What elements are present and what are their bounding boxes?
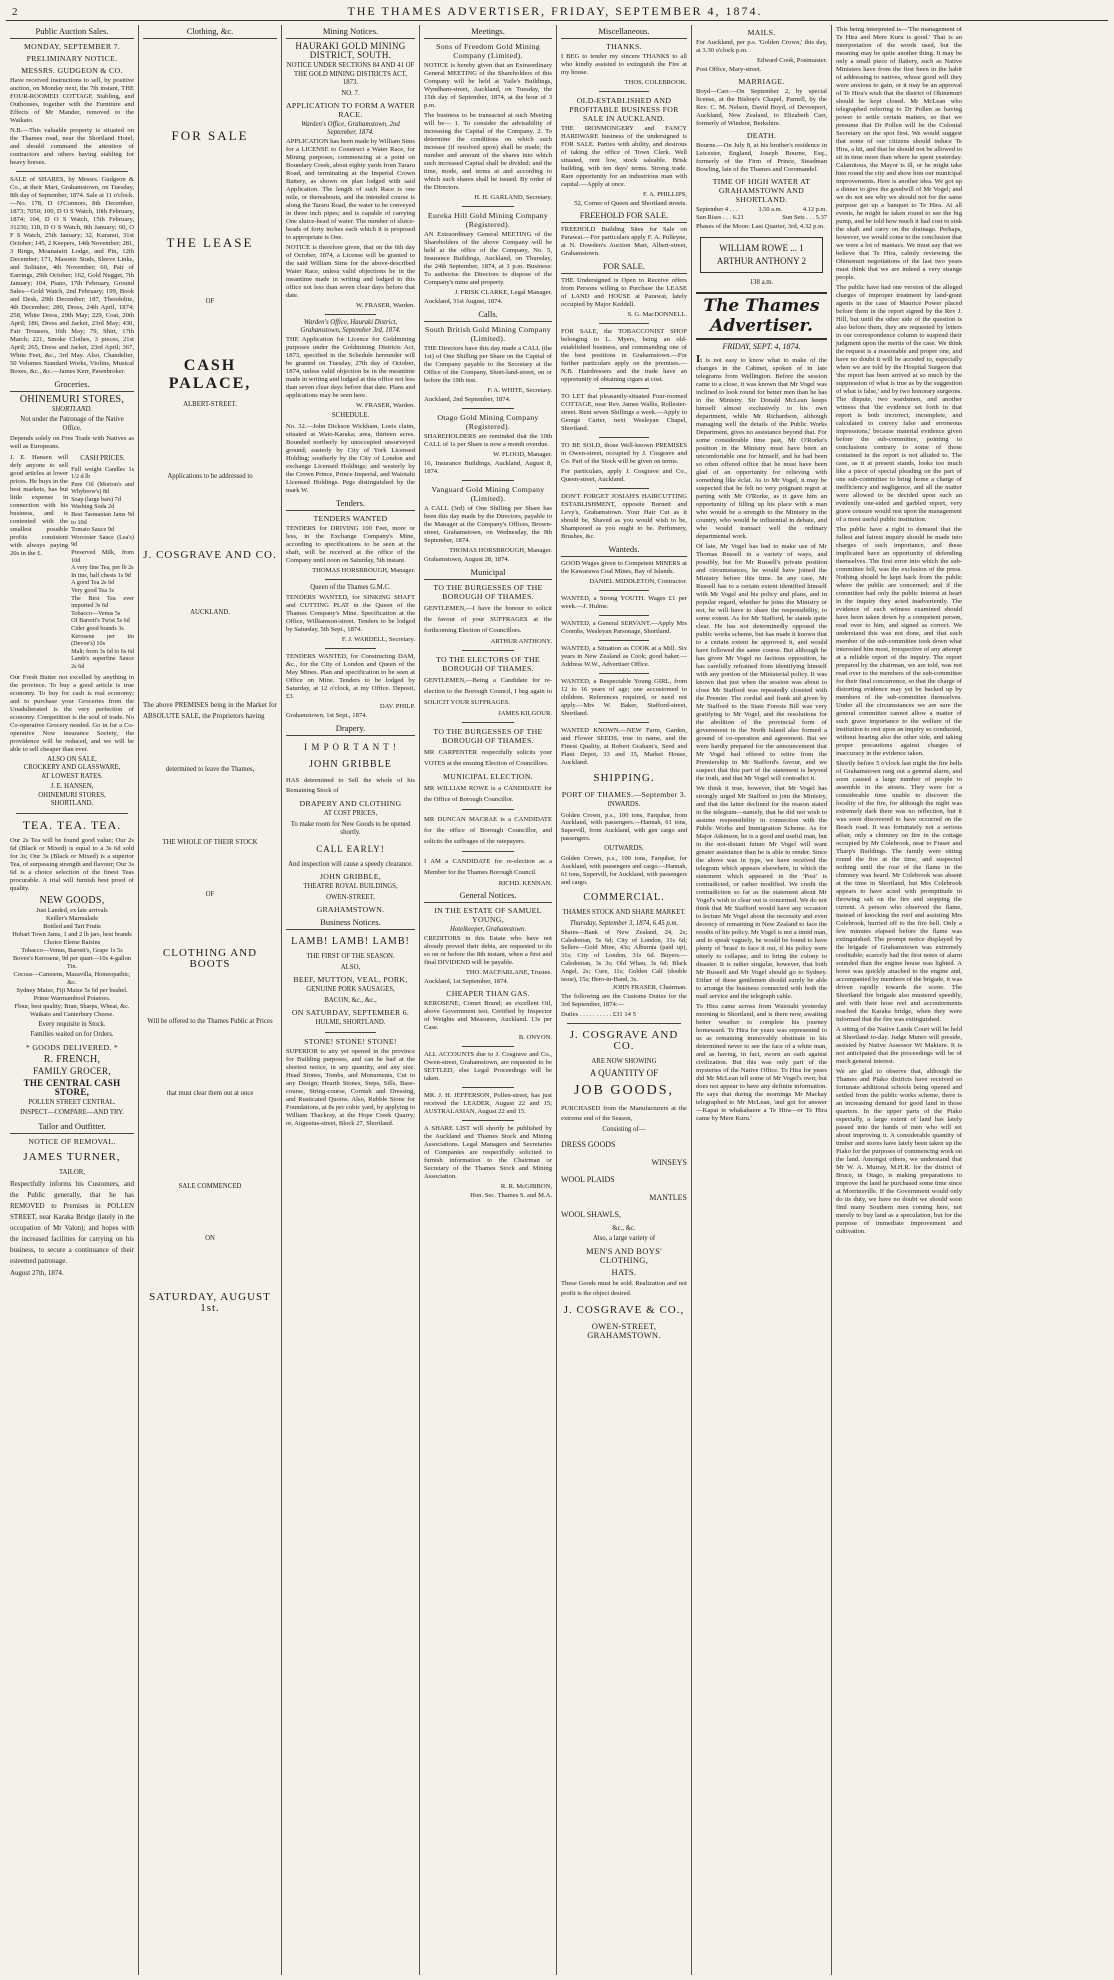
divider (462, 408, 513, 409)
divider (462, 809, 513, 810)
macrae-text: MR DUNCAN MACRAE is a CANDIDATE for the office of Borough Councillor, and solicits the suffrages of the ratepayers. (424, 816, 552, 845)
stone-text: SUPERIOR to any yet opened in the province for Building purposes, and can be had at the shortest notice, in any quantity, and any size. Head Stones, Tombs, and Monuments, Cut to any Design; Hearth Stones, Steps, Sills, Base-course, String-course, Cornish and Dressing, and Rusticated Quoins. Also, Rubble Stone for Foundations, at 8s per cubic yard, by applying to William Thackray, at the Hope Creek Quarry; or, Augustus-street, Block 27, Shortland. (286, 1047, 415, 1127)
sons-text: NOTICE is hereby given that an Extraordinary General MEETING of the Shareholders of this Company will be held at Vaile's Buildings, Wyndham-street, Auckland, on Tuesday, the 15th day of September, 1874, at the hour of 3 p.m. (424, 62, 552, 109)
business-sale-heading: OLD-ESTABLISHED AND PROFITABLE BUSINESS FOR SALE IN AUCKLAND. (569, 96, 679, 123)
section-heading: Municipal (424, 566, 552, 580)
on-word: ON (205, 1235, 215, 1242)
sons-text-2: The business to be transacted at such Meeting will be— 1. To consider the advisability of increasing the Capital of the Company. 2. To determine the conditions on which such increase (if resolved upon) shall be made; the number and amount of the shares into which such increased Capital shall be divided; and the time, mode, and terms at and according to which such shares shall be issued. By order of the Directors. (424, 112, 552, 191)
column-7 (832, 25, 966, 1975)
tea-heading: TEA. TEA. TEA. (22, 817, 122, 832)
hansen-text: J. E. Hansen will defy anyone to sell good articles at lower prices. He buys in the best markets, has but little expense in connection with his business, and is contented with the smallest possible profits consistent with always paying 20s in the £. (10, 454, 69, 557)
mcgibbon-title: Hon. Sec. Thames S. and M.A. (470, 1192, 552, 1199)
divider (325, 1032, 377, 1033)
wanted-cook: WANTED, a Situation as COOK at a Mill. Six years in New Zealand as Cook; good baker.—Address W.W., Advertiser Office. (561, 645, 687, 668)
grahamstown: GRAHAMSTOWN. (316, 905, 385, 914)
for-sale: FOR SALE (171, 128, 249, 143)
divider (462, 480, 513, 481)
divider (16, 171, 128, 172)
commercial-heading: COMMERCIAL. (583, 892, 665, 904)
sun-sets: Sun Sets . . . 5.37 (782, 214, 827, 221)
editorial-paragraph: Of late, Mr Vogel has had to make use of Mr Thomas Russell in a variety of ways, and possibly, but for Mr Russell's private position and circumstances, he would have joined the Ministry before this time. In any case, Mr Russell has to a certain extent identified himself with Mr Vogel and his policy and plans, and in popular regard, whether he joins the Ministry or not, he will have to share the responsibility, to some extent. As for Mr Stafford, he stands quite clear. He has not determinedly opposed the public works scheme, but has made it known that to a certain extent he approved it, and would have followed the same course. But although he has given Mr Vogel no factious opposition, he has carefully refrained from identifying himself with any portion of the Ministerial policy. It was known that just when the session was about to close Mr Stafford was repeatedly closeted with the Premier. The cordial and frank aid given by Mr Stafford to the State Forests Bill was very gratifying to Mr Vogel, and the resolutions for the abolition of the provincial form of government in the North Island also formed a ground of co-operation and agreement. But we were hardly prepared for the announcement that Mr Vogel had offered to retire from the Premiership in Mr Stafford's favour, and we suspect that this part of the statement is beyond the truth, and that Mr Vogel will contradict it. (696, 542, 827, 782)
post-office: Post Office, Mary-street. (696, 66, 762, 73)
section-heading: Tailor and Outfitter. (10, 1120, 134, 1134)
mcgibbon-signature: R. R. McGIBBON, (500, 1183, 552, 1190)
also-word: ALSO, (340, 963, 361, 971)
divider (462, 1046, 513, 1047)
families-waited: Families waited on for Orders. (30, 1031, 114, 1039)
of-word: OF (205, 298, 215, 305)
theatre-royal: THEATRE ROYAL BUILDINGS, (303, 883, 398, 890)
stores-text: Depends solely on Free Trade with Natives as well as Europeans. (10, 435, 134, 450)
editorial-paragraph: The public have had one version of the alleged charges of improper treatment by land-grant agents in the case of Maurice Power placed before them in the report signed by the Rev J. Hill, but until the other side of the question is also before them, they are requested by letters in our correspondence column to suspend their judgment upon the merits of the case. We think the request is a reasonable and proper one, and have no doubt it will be acceded to, especially when we are told by the Hospital Surgeon that 'the report has been arrived at so much by the suppression of what is true as by the suggestion of what is false,' and by two honorary surgeons. The dispute, two wardsmen, and another witness that 'the evidence set forth in that report is both incorrect, incomplete, and calculated to convey false and erroneous impressions,' because material evidence given before the sub-committee, pointing to conclusions contrary to some of those contained in the report is not alluded to. The case, as it at present stands, looks too much like a piece of special pleading on the part of one sub-committee to bring home a charge of inefficiency and negligence, and all the matter were allowed to be decided upon such an evidently one-sided and garbled report, very grave censure would rest upon the management of a most useful public institution. (836, 284, 962, 523)
wardell-signature: F. J. WARDELL, Secretary. (341, 636, 415, 643)
white-signature: F. A. WHITE, Secretary. (487, 387, 552, 394)
clarke-signature: J. FRISK CLARKE, Legal Manager. (454, 289, 552, 296)
column-2 (139, 25, 282, 1975)
drapery-clothing: DRAPERY AND CLOTHING (299, 799, 402, 808)
otago-text: SHAREHOLDERS are reminded that the 10th CALL of 1s per Share is now a month overdue. (424, 433, 552, 448)
cheaper-gas: CHEAPER THAN GAS. (446, 989, 530, 998)
kennan-text: I AM a CANDIDATE for re-election as a Member for the Thames Borough Council. (424, 858, 552, 876)
editorial-paragraph: The public have a right to demand that the fullest and fairest inquiry should be made into charges of such importance, and these implicated have an opportunity of defending themselves. The first error into which the sub-committee fell, was the exclusion of the press. Nothing should be kept back from the public where the public are concerned; and if the committee had only the public interest at heart in the inquiry they acted inadvertently. The evidence of each witness examined should have been taken down by a competent person, read over to him, and signed as correct. We understand this was not done, and that each member of the sub-committee took down what interested him most, irrespective of any attempt at a reliable report of the inquiry. The report prepared by the chairman, we are told, was not read over to the members of the sub-committee for their final concurrence, so that the charge of distorting evidence may yet be backed up by members of the sub-committee themselves. Under all the circumstances we are sure the general committee cannot allow a matter of such grave importance to the welfare of the institution to rest upon an inquiry so conducted, without hearing also the other side, and taking proper precautions against charges of inaccuracy in the evidence taken. (836, 526, 962, 757)
burgesses-heading: TO THE BURGESSES OF THE BOROUGH OF THAMES. (433, 583, 543, 601)
price-list (71, 453, 134, 673)
winseys: WINSEYS (651, 1157, 687, 1167)
macfarlane-signature: THO. MACFARLANE, Trustee. (465, 969, 552, 976)
auction-date: MONDAY, SEPTEMBER 7. (23, 42, 121, 51)
stores-name: OHINEMURI STORES, (19, 394, 125, 405)
offered-text: Will be offered to the Thames Public at Prices (147, 1017, 273, 1025)
column-5 (557, 25, 692, 1975)
preliminary-notice: PRELIMINARY NOTICE. (26, 54, 118, 63)
british-text: THE Directors have this day made a CALL (the 1st) of One Shilling per Share on the Capital of the Company payable to the Secretary at the Office of the Company, Short-land-street, on or before the 19th inst. (424, 345, 552, 384)
philp-signature: DAV. PHILP. (379, 703, 415, 710)
editorial-paragraph: Shortly before 5 o'clock last night the fire bells of Grahamstown rang out a general alarm, and soon caused a large number of people to assemble in the streets. They were for a considerable time unable to discover the locality of the fire, for although the night was extremely dark there was no reflection, but it was soon discovered to have occurred on the Beach road. It was fortunately not a serious affair, only a chimney on fire in the cottage occupied by Mr Colebrook, near to Fraser and Tharp's Buildings. The family were sitting round the fire at the time, and suspected nothing until the roar of the flame in the chimney was heard. Mr Colebrook was absent at the time in Shortland, but Mrs Colebrook appears to have acted with promptitude in throwing salt on the fire and stopping the current. A person who observed the flame, instead of knocking the roof and assisting Mrs Colebrook, hurried off to the fire bell. Only a few minutes elapsed before the flame was extinguished. The prompt notice displayed by the brigade of Grahamstown was extremely creditable; scarcely had the first notes of alarm sounded than the engine house was lighted. A horse was quickly attached to the engine and, accompanied by members of the brigade, it was driven rapidly towards the scene. The Shortland fire brigade also mustered speedily, and with their hose reel and accoutrements reached the Karaka bridge, when they were informed that the fire was extinguished. (836, 760, 962, 1023)
licence-text: THE Application for Licence for Goldmining purposes under the Goldmining Districts Act, 1873, specified in the Schedule hereunder will be granted on Tuesday, 27th day of October, 1874, unless valid objection be in the meantime made in writing and lodged at this office not less than seven clear days before that date. Plans and applications may be seen here. (286, 336, 415, 399)
inwards-heading: INWARDS. (607, 801, 641, 808)
etc-line: &c., &c. (612, 1224, 636, 1232)
gribble-name-2: JOHN GRIBBLE, (319, 872, 382, 881)
auckland: AUCKLAND. (190, 608, 230, 616)
thanks-text: I BEG to tender my sincere THANKS to all who kindly assisted to extinguish the Fire at my house. (561, 53, 687, 76)
section-heading: Miscellaneous. (561, 25, 687, 39)
tide-am: 3.50 a.m. (758, 206, 783, 213)
french-street: POLLEN STREET CENTRAL. (28, 1098, 116, 1106)
price-heading: CASH PRICES. (80, 455, 125, 462)
hansen-signature: J. E. HANSEN, OHINEMURI STORES, SHORTLAND. (38, 783, 106, 808)
otago-date: 16, Insurance Buildings, Auckland, August 8, 1874. (424, 460, 552, 475)
owen-street: OWEN-STREET, (326, 893, 375, 901)
tide-pm: 4.12 p.m. (802, 206, 827, 213)
section-heading: General Notices. (424, 889, 552, 903)
beef-line: BEEF, MUTTON, VEAL, PORK, (293, 975, 408, 984)
tea-text: Our 2s Tea will be found good value; Our 2s 6d (Black or Mixed) is equal to a 3s 6d sold for 3s; Our 3s (Black or Mixed) is a superior Tea, of surpassing strength and flavour; Our 3s 6d is a choice selection of the finest Teas procurable. A trial will furnish best proof of quality. (10, 836, 134, 892)
horsbrough-signature: THOMAS HORSBROUGH, Manager. (312, 566, 415, 574)
on-saturday: ON SATURDAY, SEPTEMBER 6. (291, 1008, 410, 1017)
stock-share-heading: THAMES STOCK AND SHARE MARKET. (562, 909, 686, 917)
goods-delivered: * GOODS DELIVERED. * (25, 1042, 119, 1052)
water-race-text-2: NOTICE is therefore given, that on the 6th day of October, 1874, a License will be granted to the said William Sims for the above-described Water Race, unless valid objections be in the meantime made in writing and lodged in this office not less than seven clear days before that date. (286, 244, 415, 299)
also-large: Also, a large variety of (592, 1235, 656, 1243)
port-of-thames: PORT OF THAMES.—September 3. (561, 790, 687, 799)
divider (599, 673, 649, 674)
wardens-office-2: Warden's Office, Hauraki District, Grahamstown, September 3rd, 1874. (300, 319, 401, 334)
kennan-signature: RICHD. KENNAN. (498, 880, 552, 887)
estate-heading: IN THE ESTATE OF SAMUEL YOUNG, (434, 906, 542, 924)
section-heading: FREEHOLD FOR SALE. (561, 209, 687, 223)
customs-text: The following are the Customs Duties for the 3rd September, 1874:— (561, 993, 687, 1009)
cash-palace: CASH PALACE, (168, 356, 252, 392)
rowe-text: MR WILLIAM ROWE is a CANDIDATE for the Office of Borough Councillor. (424, 785, 552, 803)
divider (599, 590, 649, 591)
anthony-signature: ARTHUR ANTHONY. (490, 638, 552, 645)
cosgrave-heading: J. COSGRAVE AND CO. (569, 1029, 679, 1053)
mcdonnell-signature: S. G. MacDONNELL. (627, 311, 687, 318)
editorial-paragraph: A sitting of the Native Lands Court will be held at Shortland to-day. Judge Munro will preside, assisted by Native Assessor Wi Makiere. It is not anticipated that the proceedings will be of much general interest. (836, 1026, 962, 1065)
first-season: THE FIRST OF THE SEASON. (306, 953, 395, 960)
albert-street: ALBERT-STREET. (183, 400, 237, 408)
stores-place: SHORTLAND. (51, 406, 93, 413)
estate-date: Auckland, 1st September, 1874. (424, 978, 509, 985)
section-heading: Meetings. (424, 25, 552, 39)
philp-date: Grahamstown, 1st Sept., 1874. (286, 712, 368, 719)
now-showing: ARE NOW SHOWING (591, 1058, 657, 1066)
queen-thames-heading: Queen of the Thames G.M.C. (310, 583, 391, 591)
stock-text: Shares—Bank of New Zealand, 24, 2s; Caledonian, 5s 6d; City of London, 31s 6d; Sellers—Gold Mine, 43s; Alburnia (paid up), 31s; City of London, 31s 6d. Buyers.—Caledonian, 3s 3s; Old Whau, 3s 6d; Black Angel, 2s; Cure, 11s; Golden Calf (double issue), 15s; Hero-in-Hand, 3s. (561, 928, 687, 983)
horsbrough-signature: THOMAS HORSBROUGH, Manager. (449, 547, 552, 554)
stock-date: Thursday, September 3, 1874, 6.45 p.m. (569, 919, 679, 927)
every-requisite: Every requisite in Stock. (38, 1020, 106, 1028)
tenders-wanted: TENDERS WANTED (313, 513, 388, 523)
mantles: MANTLES (649, 1192, 687, 1202)
auction-text: Have received instructions to sell, by positive auction, on Monday next, the 7th instant, THE FOUR-ROOMED COTTAGE Stabling, and Outhouses, together with the Furniture and Effects of Mr Mander, removed to the Waikato. (10, 77, 134, 124)
estate-text: CREDITORS in this Estate who have not already proved their debts, are requested to do so on or before the 8th instant, when a first and final DIVIDEND will be payable. (424, 935, 552, 966)
jefferson-text: MR. J. H. JEFFERSON, Pollen-street, has just received the LEADER, August 22 and 15; AUSTRALASIAN, August 22 and 15. (424, 1092, 552, 1115)
to-be-sold-text-2: For particulars, apply J. Cosgrave and Co., Queen-street, Auckland. (561, 468, 687, 483)
carpenter-text: MR CARPENTER respectfully solicits your VOTES at the ensuing Election of Councillors. (424, 749, 552, 767)
postmaster-signature: Edward Cook, Postmaster. (757, 57, 827, 64)
inspect-line: INSPECT—COMPARE—AND TRY. (20, 1109, 124, 1117)
vanguard-date: Grahamstown, August 28, 1874. (424, 556, 510, 563)
wanted-known: WANTED KNOWN.—NEW Farm, Garden, and Flower SEEDS, true to name, and the Finest Quality, at Robert Graham's, Seed and Plant Depot, 33 and 35, Market House, Auckland. (561, 727, 687, 766)
miners-text: GOOD Wages given to Competent MINERS at the Kawarawa Coal Mines, Bay of Islands. (561, 560, 687, 575)
notice-number: NO. 7. (341, 89, 360, 97)
applications-line: Applications to be addressed to (167, 473, 253, 480)
divider (599, 437, 649, 438)
mails-text: For Auckland, per p.s. 'Golden Crown,' this day, at 3.30 o'clock p.m. (696, 39, 827, 54)
section-heading: Wanteds. (561, 543, 687, 557)
municipal-election: MUNICIPAL ELECTION. (442, 772, 534, 781)
vanguard-text: A CALL (3rd) of One Shilling per Share has been this day made by the Directors, payable to the Manager at the Company's Offices, Brown-street, Grahamstown, on Wednesday, the 9th September, 1874. (424, 505, 552, 544)
cosgrave-signature: J. COSGRAVE & CO., (563, 1303, 685, 1316)
column-6 (692, 25, 832, 1975)
cosgrave-name: J. COSGRAVE AND CO. (143, 548, 277, 561)
tenders-dam: TENDERS WANTED, for Constructing DAM, &c., for the City of London and Queen of the May Mines. Plan and specification to be seen at Office on Mine. Tenders to be lodged by Saturday, at 12 o'clock, at my Office. Deposit, £3. (286, 653, 415, 700)
call-early: CALL EARLY! (316, 843, 385, 854)
of-word-2: OF (205, 891, 215, 898)
schedule-heading: SCHEDULE. (331, 412, 370, 419)
customs-duties: Duties . . . . . . . . . . £31 14 5 (561, 1011, 636, 1019)
column-3 (282, 25, 420, 1975)
divider (599, 323, 649, 324)
water-race-text: APPLICATION has been made by William Sims for a LICENSE to Construct a Water Race, for Mining purposes, commencing at a point on Boundary Creek, about eighty yards from Tararu Road, and terminating at the Imperial Crown Battery, as shown on plan lodged with said Application. The length of such Race is one mile, or thereabouts, and the intended course is along the Tararu Road, the water to be conveyed in three inch pipes; and is capable of carrying One sluice-head of water. The number of sluice-heads of forty inches each which it is proposed to appropriate is One. (286, 138, 415, 241)
british-heading: South British Gold Mining Company (Limited). (425, 325, 551, 343)
divider (462, 1120, 513, 1121)
anthony-text: GENTLEMEN,—I have the honour to solicit the favour of your SUFFRAGES at the forthcoming Election of Councillors. (424, 605, 552, 634)
dress-goods: DRESS GOODS (561, 1139, 616, 1149)
otago-heading: Otago Gold Mining Company (Registered). (437, 413, 539, 431)
sun-rises: Sun Rises . . . 6.21 (696, 214, 744, 221)
divider (462, 1087, 513, 1088)
wanted-girl: WANTED, a Respectable Young GIRL, from 12 to 16 years of age; one accustomed to children. References required, or need not apply.—Mrs W. Baker, Stafford-street, Shortland. (561, 678, 687, 717)
tobacco-text: FOR SALE, the TOBACCONIST SHOP belonging to L. Myers, being an old-established business, and commanding one of the best positions in Grahamstown.—For further particulars apply on the premises.—N.B. Hairdressers and the trade have an opportunity of obtaining cigars at cost. (561, 328, 687, 383)
death-text: Bourne.—On July 8, at his brother's residence in Leicester, England, Joseph Bourne, Esq., formerly of the Firm of Prince, Steadman Bowling, late of the Thames and Coromandel. (696, 142, 827, 173)
inwards-text: Golden Crown, p.s., 100 tons, Farquhar, from Auckland, with passengers.—Hannah, 61 tons, Supervill, from Auckland, with gen cargo and passengers. (561, 811, 687, 842)
notice-removal: NOTICE OF REMOVAL. (28, 1136, 116, 1146)
realization-text: These Goods must be sold. Realization and not profit is the object desired. (561, 1279, 687, 1297)
hats: HATS. (611, 1266, 637, 1277)
editorial-dateline: FRIDAY, SEPT. 4, 1874. (722, 341, 801, 351)
tide-heading: TIME OF HIGH WATER AT GRAHAMSTOWN AND SHORTLAND. (712, 177, 811, 204)
determined-text: determined to leave the Thames, (165, 766, 255, 773)
notice-sections: NOTICE UNDER SECTIONS 84 AND 41 OF THE GOLD MINING DISTRICTS ACT, 1873. (286, 62, 415, 86)
divider (325, 314, 377, 315)
masthead-title: THE THAMES ADVERTISER, FRIDAY, SEPTEMBER 4, 1874. (347, 4, 763, 18)
wanted-servant: WANTED, a General SERVANT.—Apply Mrs Coombs, Wesleyan Parsonage, Shortland. (561, 620, 687, 635)
sun-row (696, 214, 827, 222)
phillips-signature: F. A. PHILLIPS, (643, 191, 687, 198)
marriage-text: Boyd—Carr.—On September 2, by special license, at the Bishop's Chapel, Parnell, by the Rev. C. M. Nelson, David Boyd, of Devonport, Auckland, New Zealand, to Elizabeth Carr, formerly of Windsor, Berkshire. (696, 88, 827, 127)
haircutting-text: DON'T FORGET JOSIAH'S HAIRCUTTING ESTABLISHMENT, opposite Burnett and Levy's, Grahamstown. Your Hair Cut as it should be, Shaved as you would wish to be, Shampooed as you ought to be. Perfumery, Brushes, &c. (561, 493, 687, 540)
divider (462, 650, 513, 651)
freehold-text: FREEHOLD Building Sites for Sale on Parawai.—For particulars apply F. A. Pulleyne, at N. Dowden's Auction Mart, Albert-street, Grahamstown. (561, 226, 687, 257)
new-goods-list: Just Landed, ex late arrivals Keiller's Marmalade Bottled and Tart Fruits Hobart Town Jams, 1 and 2 lb jars, best brands Choice Eleme Raisins Tobacco—Venus, Barrett's, Grape 1s 5s Bovee's Kerosene, 9d per quart—10s 4-gallon Tin. Cocoas—Camoens, Mazavilla, Homeopathic, &c. Sydney Maize, Fiji Maize 5s 6d per bushel. Prime Warrnambool Potatoes. Flour, best quality; Bran, Sharps, Wheat, &c. Waikato and Canterbury Cheese. (12, 906, 132, 1018)
middleton-signature: DANIEL MIDDLETON, Contractor. (589, 578, 687, 585)
tide-row (696, 206, 827, 214)
inspection-text: And inspection will cause a speedy clearance. (288, 860, 413, 868)
column-1 (6, 25, 139, 1975)
editorial-paragraph: We are glad to observe that, although the Thames and Piako districts have received so fortunate additional schools being opened and settled from the public works scheme, there is an increasing demand for good land in those quarters. In the upper parts of the Piako especially, a large extent of land has lately passed into the hands of men who will set about improving it. A considerable quantity of timber and stores have lately been taken up the Piako for the purposes of commencing work on the land. Amongst others, we understand that Mr W. A. Murray, M.H.R. for the district of Bruce, in Otago, is making preparations to improve the land he purchased some time since at Morrinsville. If the Government would only do its duty, we have no doubt we should soon find many Southern men coming here, not merely to buy land as a speculation, but for the purpose of immediate improvement and cultivation. (836, 1068, 962, 1235)
electors-heading: TO THE ELECTORS OF THE BOROUGH OF THAMES. (436, 655, 540, 673)
wardens-office: Warden's Office, Grahamstown, 2nd September, 1874. (301, 121, 400, 136)
share-list-text: A SHARE LIST will shortly be published by the Auckland and Thames Stock and Mining Associations. Legal Managers and Secretaries of Companies are respectfully solicited to furnish information to the Chairman or Secretary of the Thames Stock and Mining Association. (424, 1125, 552, 1180)
mens-boys-clothing: MEN'S AND BOYS' CLOTHING, (585, 1245, 663, 1265)
eureka-date: Auckland, 31st August, 1874. (424, 298, 503, 305)
share-sale-text: SALE of SHARES, by Messrs. Gudgeon & Co., at their Mart, Grahamstown, on Tuesday, 8th day of September, 1874. Sale at 11 o'clock.—No. 178, D O'Connors, 8th December, 1873; 7050; 100, D O S Watch, 10th February, 1874; 104, D O S Watch, 15th February, 31236; 118, D O S Watch, 8th January; 60, O F S Watch, 25th January; 32, Kuranui, 31st October; 145, 2 Keepers, 14th November; 281, 3 Rings, Moanatairi Lodge, and Pin, 12th December; 171, Masonic Studs, Sleeve Links, and Solitaire, 4th November; 60, Pair of Earrings, 29th October; 162, Gold Nugget, 7th January; 104, Piano, 17th February. Ground Sales—Gold Watch, 2nd February; 199, Book and Desk, 29th December; 187, Theodolite, 4th December; 280, Dress, 24th April, 1874; 258, White Dress, 29th May; 229, Coat, 20th April; 186, Dress and Jacket, 23rd May; 430, Fair Trousers, 16th May; 79, Shirt, 17th March; 221, Smoke Clothes, 3 pieces, 21st April; 265, Dress and Jacket, 23rd April; 367, White Feet, &c., 3rd May. Also, Chandelier, 50 Volumes Standard Works, Violins, Musical Boxes, &c., &c.—James Kerr, Pawnbroker. (10, 176, 134, 375)
section-heading: Mining Notices. (286, 25, 415, 39)
turner-date: August 27th, 1874. (10, 1269, 64, 1278)
section-heading: Drapery. (286, 722, 415, 736)
gribble-text: HAS determined to Sell the whole of his Remaining Stock of (286, 777, 415, 794)
turner-name: JAMES TURNER, (23, 1150, 121, 1163)
marriage-heading: MARRIAGE. (738, 77, 785, 86)
section-heading: Calls. (424, 308, 552, 322)
section-heading: Clothing, &c. (143, 25, 277, 39)
section-heading: FOR SALE. (561, 260, 687, 274)
owen-street-graham: OWEN-STREET, GRAHAMSTOWN. (587, 1320, 661, 1340)
stores-text-2: Our Fresh Butter not excelled by anything in the province. To buy a good article is true economy. To buy for cash is real economy; and to purchase your Groceries from the Unadulterated is the very perfection of economy. Competition is the soul of trade. No Co-operative Grocery needed. Go in for a Co-operative Now insurance Society, the providence will be reduced, and we will be able to sell cheaper than ever. (10, 673, 134, 753)
divider (16, 813, 128, 814)
editorial-paragraph: This being interpreted is—'The management of Te Hira and Mere Kuru is good.' That is an interpretation of the words used, but the meaning may be quite another thing. It may be only a small piece of flattery, such as Native Ministers have from the first been in the habit of addressing to natives, whose good will they were anxious to gain, or it may be an approval of Te Hira's wish that the district of Ohinemuri should be kept closed. Mr McLean who telegraphed referring to Dr Pollen as having power to settle certain matters, so that we presume that Dr Pollen will be the Colonial Secretary on the spot first. We would suggest that some of our citizens should induce Te Hira, a hit, and that he should not be allowed to sit in time more than where he spent yesterday. Calamitous, the Mayor is ill, or he might take him round the city and show him our municipal improvements. Here is another idea. We got up a dinner to give the goodwill of Mr Vogel; and we do not see why we should not for the same purpose get up a banquet to Te Hira. At all events, he might be taken round to see the big pump, and be told how much it had cost to sink the shaft and carry on the drainage. Perhaps, however, we would come to the conclusion that we were a lot of maniacs. We must say that we believe that Te Hira, calmly reviewing the Ohinemuri negotiations of the last two years must think that we are indeed a very strange people. (836, 26, 962, 281)
price-items: Full weight Candles 1s 1/2 d lb Pure Oil (Morton's and Whybrow's) 8d Soap (large bars) 7d Washing Soda 2d Best Tasmanian Jams 9d to 10d Tomato Sauce 9d Worcester Sauce (Lea's) 9d Preserved Milk, from 10d A very fine Tea, per lb 2s In tins, half chests 1s 9d A good Tea 2s 6d Very good Tea 3s The Best Tea ever imported 3s 6d Tobacco—Venus 5s Of Barrett's Twist 5s 6d Cider good brands 3s Kerosene per tin (Devoe's) 10s Malt; from 3s 6d to 6s 6d Lamb's superfine Sauce 2s 6d (71, 465, 134, 670)
eureka-text: AN Extraordinary General MEETING of the Shareholders of the above Company will be held at the office of the Company, No. 5, Insurance Buildings, Auckland, on Thursday, the 24th September, 1874, at 3 p.m. Business: To authorise the Directors to dispose of the Company's mine and property. (424, 231, 552, 286)
columns (6, 25, 1108, 1975)
divider (599, 615, 649, 616)
schedule-text: No. 32.—John Dickson Wickham, Loeis claim, situated at Waio-Karaka; area, thirteen acres. Bounded northerly by unoccupied unsurveyed ground; easterly by City of York Licensed Holding; southerly by the City of London and exchange Licensed Holdings; and westerly by the Crown Prince, Prince Imperial, and Waiotahi Licensed Holdings. Pegs distinguished by the mark W. (286, 422, 415, 494)
onyon-signature: B. ONYON. (518, 1034, 552, 1041)
turner-text: Respectfully informs his Customers, and the Public generally, that he has REMOVED to Premises in POLLEN STREET, near Karaka Bridge (lately in the occupation of Mr Valon); and hopes with the increased facilities for carrying on his business, to secure a continuance of their esteemed patronage. (10, 1180, 134, 1266)
outwards-text: Golden Crown, p.s., 100 tons, Farquhar, for Auckland, with passengers and cargo.—Hannah, 61 tons, Supervill, for Auckland, with passengers and cargo. (561, 855, 687, 886)
box-note: 138 a.m. (749, 279, 774, 286)
important-heading: I M P O R T A N T ! (304, 742, 397, 752)
chairman-signature: JOHN FRASER, Chairman. (612, 984, 687, 992)
business-sale-text: THE IRONMONGERY and FANCY HARDWARE business of the undersigned is FOR SALE. Parties with ability, and desirous of taking the office of Town Clerk. Well situated, rent low, stock saleable. Brisk building, with ten days' terms. Strong trade. Rare opportunity for an industrious man with capital.—Apply at once. (561, 125, 687, 188)
french-trade: FAMILY GROCER, (33, 1065, 111, 1076)
sausages-line: GENUINE PORK SAUSAGES, (306, 986, 395, 993)
french-name: R. FRENCH, (43, 1053, 101, 1065)
turner-trade: TAILOR, (58, 1168, 86, 1176)
election-line-2: ARTHUR ANTHONY 2 (716, 256, 807, 266)
vanguard-heading: Vanguard Gold Mining Company (Limited). (431, 485, 545, 503)
editorial-paragraph: To Hira came across from Waiotahi yesterday morning to Shortland, and is there now, awaiting better weather to complete his journey homeward. Te Hira for years was represented to us as remaining immovably obstinate in his determined never to see the face of a white man, and as having, in fact, sworn an oath against civilization. But this was only part of the mysteries of the Native Office. To Hira for years did Mr McLean tell some of Mr Vogel's own; but does not appear to have any definite information. He says that during the mornings Mr Mackay telegraphed to Mr McLean, 'and got for answer—Kapai te whakahaere a Te Hira—or Te Hira came by Mere Kuru.' (696, 1002, 827, 1122)
clothing-boots: CLOTHING AND BOOTS (162, 946, 258, 970)
divider (325, 579, 377, 580)
divider (462, 206, 513, 207)
editorial-paragraph: It is not easy to know what to make of the changes in the Cabinet, spoken of in late telegrams from Wellington. Before the session came to a close, it was known that Mr Vogel was inclined to look round for better men than he has in the Ministry. Sir Donald McLean keeps himself almost exclusively to his own department, while Mr Richardson, although managing well the details of the Public Works Department, gives no assistance beyond that. For some considerable time past, Mr O'Rorke's position in the Ministry must have been an uncomfortable one for himself, and he had been so often offered office that he must have been glad of an opportunity for relieving with something like éclat. As to Mr Vogel, it may be suspected that he felt no very poignant regret at parting with Mr O'Rorke, as it gave him an opportunity of filling up his place with a man who would be a strength to the Ministry in the country, who would be influential in debate, and who would transact well the ordinary departmental work. (696, 352, 827, 540)
auctioneer-firm: MESSRS. GUDGEON & CO. (21, 66, 123, 75)
clear-text: that must clear them out at once (166, 1090, 254, 1097)
tenders-text: TENDERS for DRIVING 100 Feet, more or less, in the Exchange Company's Mine, according to specifications to be seen at the shaft, will be received at the office of the Company until noon on Saturday, 5th instant. (286, 524, 415, 564)
flood-signature: W. FLOOD, Manager. (493, 451, 552, 458)
to-be-sold-text: TO BE SOLD, those Well-known PREMISES in Owen-street, occupied by J. Cosgrave and Co. Part of the Stock will be given on terms. (561, 442, 687, 465)
saturday-date: SATURDAY, AUGUST 1st. (149, 1290, 271, 1314)
divider (462, 722, 513, 723)
new-goods-heading: NEW GOODS, (39, 894, 105, 906)
stone-heading: STONE! STONE! STONE! (304, 1036, 397, 1046)
wanted-youth: WANTED, a Strong YOUTH. Wages £1 per week.—J. Hulme. (561, 595, 687, 610)
water-race-heading: APPLICATION TO FORM A WATER RACE. (286, 101, 415, 119)
burgesses-heading-2: TO THE BURGESSES OF THE BOROUGH OF THAMES. (433, 727, 543, 745)
sons-heading: Sons of Freedom Gold Mining Company (Limited). (436, 42, 540, 60)
shipping-heading: SHIPPING. (593, 772, 655, 784)
tide-date: September 4 . . . (696, 206, 738, 213)
page-number: 2 (12, 6, 18, 18)
warden-signature-2: W. FRASER, Warden. (356, 402, 415, 409)
quantity-of: A QUANTITY OF (589, 1067, 659, 1078)
whole-stock: THE WHOLE OF THEIR STOCK (162, 838, 258, 846)
british-date: Auckland, 2nd September, 1874. (424, 396, 511, 403)
newspaper-banner: The Thames Advertiser. (696, 292, 827, 340)
accounts-text: ALL ACCOUNTS due to J. Cosgrave and Co., Owen-street, Grahamstown, are requested to be SETTLED, else Legal Proceedings will be taken. (424, 1051, 552, 1082)
election-line-1: WILLIAM ROWE ... 1 (719, 243, 804, 253)
sale-commenced: SALE COMMENCED (178, 1182, 242, 1190)
price-block (10, 453, 134, 673)
hauraki-heading: HAURAKI GOLD MINING DISTRICT, SOUTH. (295, 41, 406, 60)
outwards-heading: OUTWARDS. (604, 844, 644, 852)
wool-shawls: WOOL SHAWLS, (561, 1209, 621, 1219)
hulme-signature: HULME, SHORTLAND. (315, 1019, 386, 1026)
death-heading: DEATH. (746, 131, 777, 140)
bacon-line: BACON, &c., &c., (324, 996, 377, 1004)
divider (325, 648, 377, 649)
column-4 (420, 25, 557, 1975)
estate-subheading: Hotelkeeper, Grahamstown. (449, 926, 527, 933)
mails-heading: MAILS. (747, 28, 776, 37)
eureka-heading: Eureka Hill Gold Mining Company (Registered). (427, 211, 549, 229)
tenders-sinking: TENDERS WANTED, for SINKING SHAFT and CUTTING PLAT in the Queen of the Thames Company's Mine. Specification at the Office, Williamson-street. Tenders to be lodged by Saturday, 5th Sept., 1874. (286, 594, 415, 633)
the-lease: THE LEASE (166, 235, 254, 250)
wool-plaids: WOOL PLAIDS (561, 1174, 615, 1184)
make-room: To make room for New Goods to be opened shortly. (290, 820, 411, 836)
also-on-sale: ALSO ON SALE, CROCKERY AND GLASSWARE, AT LOWEST RATES. (23, 755, 121, 780)
editorial-paragraph: We think it true, however, that Mr Vogel has strongly urged Mr Stafford to join the Ministry, and that the latter declined for the reason stated in the telegram—namely, that he did not wish to assume responsibility in connection with the Public Works and Immigration Scheme. As for Major Atkinson, he is a good and useful man, but in the not-distant future Mr Vogel will want greater assistance than he is able to render. Since the above was in type, we have received the telegram which appears elsewhere, in which the statement which appeared in the 'Post' is contradicted, or rather modified. We credit the contradiction so far as the statement about Mr Vogel's wish to clear out is concerned. We do not think that Mr Stafford would have any occasion to lecture Mr Vogel about the necessity and even decency of remaining in New Zealand to face the results of his policy. Mr Vogel is not a timid man, and to speak vaguely, he would be found to have plenty of 'brass' to face it out, if his policy were utterly to collapse, and to bring the colony to disaster. It is rather singular, however, that both Mr Russell and Mr Vogel should go to Sydney. Either of these gentlemen should surely be able to arrange the business connected with both the mail service and the telegraph cable. (696, 784, 827, 1000)
divider (462, 851, 513, 852)
divider (599, 488, 649, 489)
section-heading: Business Notices. (286, 916, 415, 930)
phillips-address: 52, Corner of Queen and Shortland streets. (574, 200, 687, 207)
lease-offer-text: THE Undersigned is Open to Receive offers from Persons willing to Purchase the LEASE of LAND and HOUSE at Parawai, lately occupied by Major Keddell. (561, 277, 687, 308)
divider (599, 388, 649, 389)
lamb-heading: LAMB! LAMB! LAMB! (291, 936, 410, 947)
section-heading: Groceries. (10, 378, 134, 392)
stores-tagline: Not under the Patronage of the Native Office. (20, 416, 124, 432)
job-goods: JOB GOODS, (573, 1083, 675, 1099)
colebrook-signature: THOS. COLEBROOK. (624, 79, 687, 86)
kilgour-text: GENTLEMEN,—Being a Candidate for re-election to the Borough Council, I beg again to SOLICIT YOUR SUFFRAGES. (424, 677, 552, 706)
kerosene-text: KEROSENE, Comet Brand; an excellent Oil, above Government test. Certified by Inspector of Weights and Measures, Auckland. 13s per Case. (424, 1000, 552, 1031)
divider (599, 722, 649, 723)
thanks-heading: THANKS. (606, 42, 642, 51)
divider (599, 91, 649, 92)
to-let-text: TO LET that pleasantly-situated Four-roomed COTTAGE, near Rev. James Wallis, Rollester-street. Rent seven Shillings a week.—Apply to George Carter, next Wesleyan Chapel, Shortland. (561, 393, 687, 432)
kilgour-signature: JAMES KILGOUR. (498, 710, 552, 717)
warden-signature: W. FRASER, Warden. (356, 302, 415, 309)
divider (599, 640, 649, 641)
moon-phases: Phases of the Moon: Last Quarter, 3rd, 4.32 p.m. (696, 223, 825, 230)
divider (567, 1023, 681, 1024)
election-box (700, 237, 823, 273)
garland-signature: H. H. GARLAND, Secretary. (474, 194, 552, 201)
section-heading: Public Auction Sales. (10, 25, 134, 39)
premises-text: The above PREMISES being in the Market for ABSOLUTE SALE, the Proprietors having (143, 701, 277, 720)
consisting-of: Consisting of— (602, 1126, 646, 1134)
at-cost: AT COST PRICES, (323, 810, 378, 817)
section-heading: Tenders. (286, 497, 415, 511)
gribble-name: JOHN GRIBBLE (309, 759, 392, 770)
masthead (6, 4, 1108, 21)
purchased-text: PURCHASED from the Manufacturers at the extreme end of the Season, (561, 1105, 687, 1123)
auction-note: N.B.—This valuable property is situated on the Thames road, near the Shortland Hotel, and should command the attention of contractors and others having stabling for heavy horses. (10, 127, 134, 166)
french-store: THE CENTRAL CASH STORE, (23, 1077, 121, 1097)
